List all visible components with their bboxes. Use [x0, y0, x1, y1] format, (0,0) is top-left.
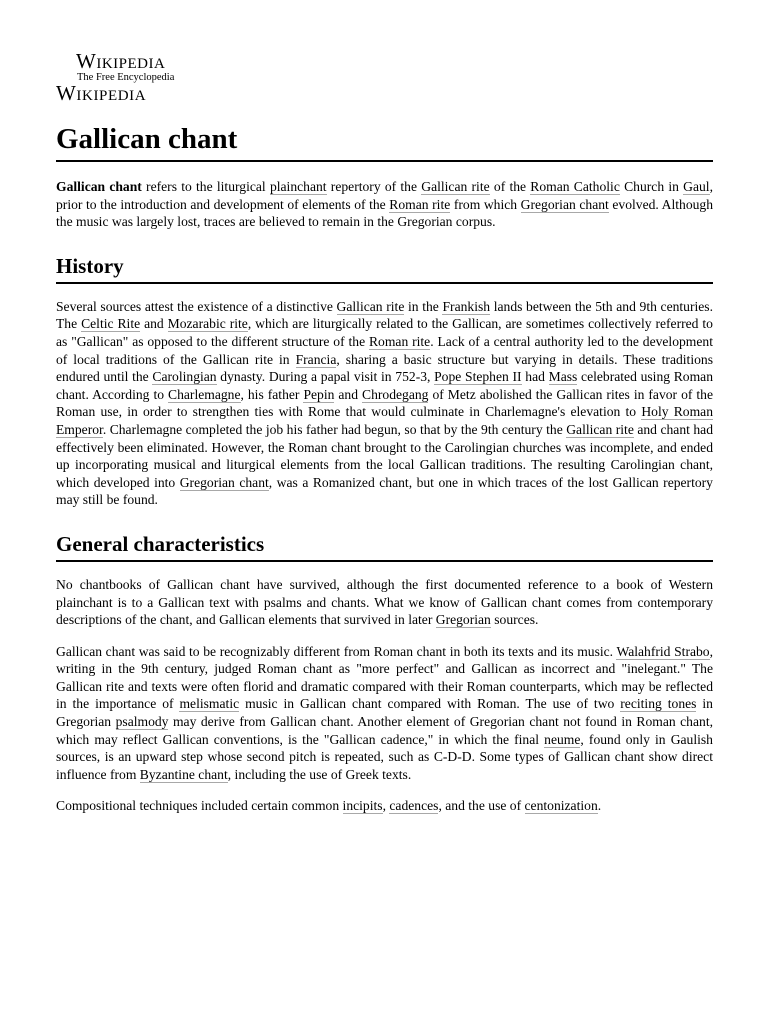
general-paragraph-1 — [56, 576, 713, 629]
article-link[interactable]: Gallican rite — [421, 179, 490, 194]
article-link[interactable]: Mozarabic rite — [167, 316, 248, 332]
page-title: Gallican chant — [56, 114, 713, 162]
article-link[interactable]: Gregorian chant — [179, 474, 269, 490]
article-link[interactable]: Holy Roman Emperor — [56, 404, 713, 437]
logo-tagline: The Free Encyclopedia — [77, 72, 175, 83]
text-run: , found only in Gaulish sources, is an upward step whose second pitch is repeated, such as C-D-D. Some types of Gallican chant show direct influence from — [56, 731, 713, 782]
text-run: celebrated using Roman chant. According to — [56, 369, 714, 402]
history-paragraph — [56, 298, 713, 509]
text-run: of the — [489, 179, 531, 194]
article-link[interactable]: neume — [544, 731, 581, 747]
text-run: Gallican chant was said to be recognizably different from Roman chant in both its texts and its music. — [56, 643, 617, 659]
text-run: repertory of the — [326, 179, 422, 194]
text-run: and — [140, 316, 168, 332]
text-run: , prior to the introduction and development of elements of the — [56, 179, 713, 212]
text-run: and — [334, 386, 363, 402]
wikipedia-logo[interactable] — [56, 50, 713, 106]
text-run: Church in — [619, 179, 684, 194]
article-link[interactable]: Roman rite — [389, 196, 451, 212]
article-link[interactable]: Frankish — [442, 298, 491, 314]
logo-wordmark-bottom: Wikipedia — [56, 81, 147, 105]
text-run: , sharing a basic structure but varying in details. These traditions endured until the — [56, 351, 713, 385]
article-link[interactable]: plainchant — [269, 179, 327, 194]
article-link[interactable]: Chrodegang — [362, 386, 429, 402]
article-link[interactable]: incipits — [342, 798, 383, 814]
text-run: , — [382, 798, 390, 814]
article-link[interactable]: Gregorian — [435, 612, 491, 628]
general-paragraph-3 — [56, 797, 713, 815]
article-link[interactable]: Gaul — [683, 179, 710, 194]
text-run: had — [521, 369, 549, 385]
article-link[interactable]: cadences — [389, 798, 439, 814]
article-link[interactable]: psalmody — [115, 714, 169, 730]
text-run: , his father — [240, 386, 304, 402]
text-run: from which — [450, 196, 521, 212]
text-run: , writing in the 9th century, judged Roman chant as "more perfect" and Gallican as incorrect and "inelegant." The Gallican rite and texts were often florid and dramatic compared with their Roman counterparts, which may be reflected in the importance of — [56, 643, 714, 712]
section-heading-general-characteristics: General characteristics — [56, 531, 713, 562]
article-link[interactable]: Gallican rite — [566, 421, 634, 437]
bold-term: Gallican chant — [56, 179, 142, 194]
text-run: lands between the 5th and 9th centuries. The — [56, 298, 713, 332]
article-link[interactable]: Charlemagne — [168, 386, 241, 402]
text-run: and chant had effectively been eliminated. However, the Roman chant brought to the Carolingian churches was incomplete, and ended up incorporating musical and liturgical elements from the local Gallican traditions. The resulting Carolingian chant, which developed into — [56, 421, 714, 490]
article-link[interactable]: Byzantine chant — [139, 766, 228, 782]
article-link[interactable]: Pope Stephen II — [434, 369, 522, 385]
text-run: , including the use of Greek texts. — [227, 766, 412, 782]
text-run: of Metz abolished the Gallican rites in favor of the Roman use, in order to strengthen ties with Rome that would culminate in Charlemagne's elevation to — [56, 386, 713, 420]
article-link[interactable]: Roman Catholic — [530, 179, 620, 194]
article-link[interactable]: Celtic Rite — [81, 316, 141, 332]
text-run: may derive from Gallican chant. Another element of Gregorian chant not found in Roman chant, which may reflect Gallican conventions, is the "Gallican cadence," in which the final — [56, 714, 713, 747]
text-run: dynasty. During a papal visit in 752-3, — [216, 369, 435, 385]
article-link[interactable]: Roman rite — [368, 333, 431, 349]
text-run: music in Gallican chant compared with Roman. The use of two — [239, 696, 621, 712]
article-link[interactable]: melismatic — [179, 696, 240, 712]
article-link[interactable]: centonization — [524, 798, 598, 814]
article-link[interactable]: Francia — [295, 351, 337, 367]
text-run: Several sources attest the existence of a distinctive — [56, 298, 337, 314]
text-run: in the — [404, 298, 443, 314]
text-run: . — [597, 798, 602, 814]
text-run: . Charlemagne completed the job his father had begun, so that by the 9th century the — [102, 421, 567, 437]
text-run: , and the use of — [438, 798, 525, 814]
text-run: , which are liturgically related to the Gallican, are sometimes collectively referred to as "Gallican" as opposed to the different structure of the — [56, 316, 713, 349]
article-link[interactable]: reciting tones — [620, 696, 697, 712]
text-run: , was a Romanized chant, but one in which traces of the lost Gallican repertory may still be found. — [56, 474, 713, 508]
article-link[interactable]: Mass — [548, 369, 578, 385]
article-link[interactable]: Carolingian — [152, 369, 217, 385]
intro-paragraph — [56, 178, 713, 231]
article-link[interactable]: Gregorian chant — [520, 196, 609, 212]
text-run: No chantbooks of Gallican chant have survived, although the first documented reference to a book of Western plainchant is to a Gallican text with psalms and chants. What we know of Gallican chant comes from contemporary descriptions of the chant, and Gallican elements that survived in later — [56, 576, 713, 628]
article-page — [56, 50, 713, 815]
text-run: refers to the liturgical — [141, 179, 270, 194]
text-run: sources. — [490, 612, 539, 628]
article-link[interactable]: Pepin — [303, 386, 335, 402]
article-link[interactable]: Walahfrid Strabo — [616, 643, 710, 659]
text-run: evolved. Although the music was largely lost, traces are believed to remain in the Gregorian corpus. — [56, 196, 714, 230]
logo-wordmark-top: Wikipedia — [76, 49, 166, 73]
general-paragraph-2 — [56, 643, 713, 784]
text-run: in Gregorian — [56, 696, 713, 730]
section-heading-history: History — [56, 253, 713, 284]
text-run: . Lack of a central authority led to the development of local traditions of the Gallican rite in — [56, 333, 713, 367]
text-run: Compositional techniques included certain common — [56, 798, 343, 814]
article-link[interactable]: Gallican rite — [336, 298, 405, 314]
